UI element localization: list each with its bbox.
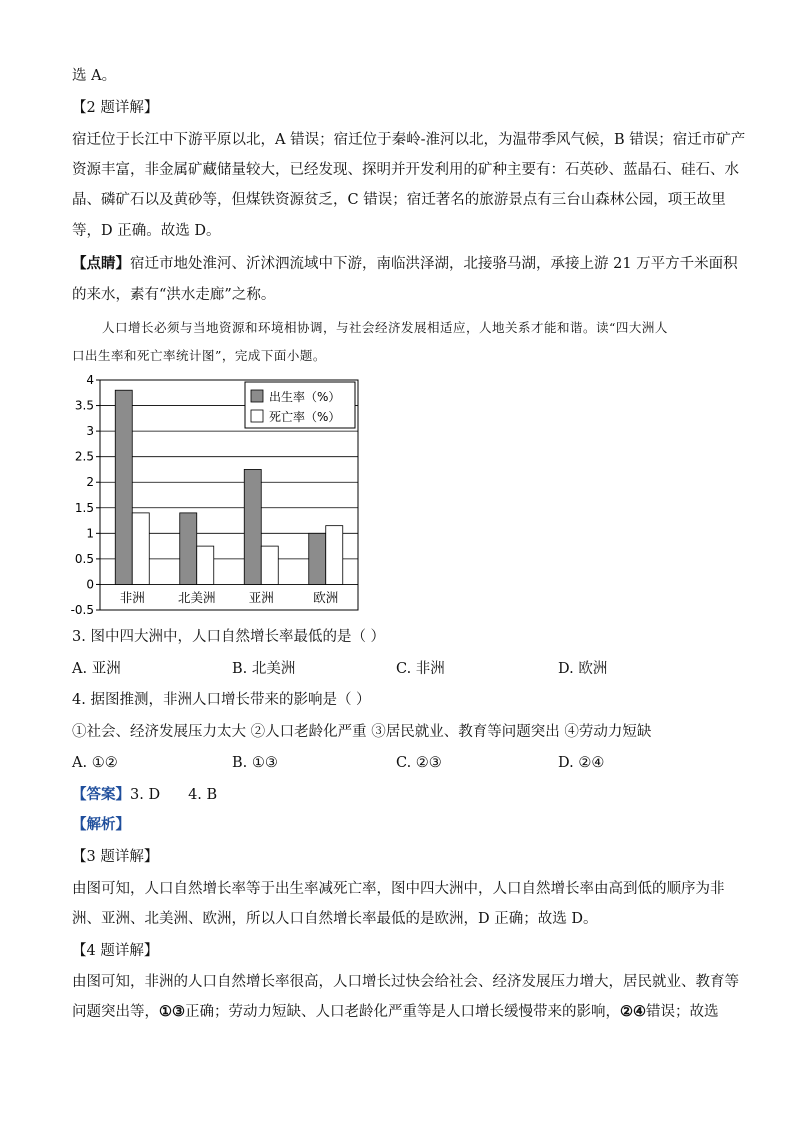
y-tick-label: 1	[86, 526, 94, 541]
q3-option-b: B. 北美洲	[232, 661, 296, 677]
paragraph-line	[72, 1002, 719, 1022]
paragraph-line: 等，D 正确。故选 D。	[72, 223, 221, 239]
intro-line: 口出生率和死亡率统计图”，完成下面小题。	[72, 348, 326, 363]
bar-birth-rate	[180, 513, 197, 585]
bar-death-rate	[326, 526, 343, 585]
text-run-bold: ①③	[159, 1003, 185, 1020]
legend-swatch	[251, 390, 263, 402]
text-run: 正确；劳动力短缺、人口老龄化严重等是人口增长缓慢带来的影响，	[185, 1004, 620, 1020]
q3-option-a: A. 亚洲	[72, 661, 121, 677]
answer-label: 【答案】	[72, 786, 130, 803]
paragraph-line: 资源丰富，非金属矿藏储量较大，已经发现、探明并开发利用的矿种主要有：石英砂、蓝晶石、硅石、水	[72, 162, 739, 178]
bar-death-rate	[261, 546, 278, 584]
bar-death-rate	[132, 513, 149, 585]
bar-birth-rate	[244, 469, 261, 584]
x-category-label: 欧洲	[313, 590, 339, 606]
analysis-label: 【解析】	[72, 816, 130, 833]
bar-birth-rate	[115, 390, 132, 584]
answer-3: 3. D	[130, 787, 161, 803]
y-tick-label: 0.5	[74, 551, 94, 566]
tip-label: 【点睛】	[72, 255, 130, 272]
y-tick-label: 4	[86, 373, 94, 387]
q4-option-d: D. ②④	[558, 755, 605, 771]
legend-swatch	[251, 410, 263, 422]
paragraph-line: 的来水，素有“洪水走廊”之称。	[72, 287, 276, 303]
text-run-bold: ②④	[620, 1003, 646, 1020]
q3-option-d: D. 欧洲	[558, 661, 608, 677]
section-heading-q3: 【3 题详解】	[72, 849, 159, 865]
tip-text: 宿迁市地处淮河、沂沭泗流域中下游，南临洪泽湖，北接骆马湖，承接上游 21 万平方千米面积	[130, 256, 738, 272]
q4-option-b: B. ①③	[232, 755, 278, 771]
answer-4: 4. B	[188, 787, 218, 803]
y-tick-label: 3	[86, 424, 94, 439]
q4-option-c: C. ②③	[396, 755, 442, 771]
x-category-label: 北美洲	[177, 590, 216, 606]
text-run: 错误；故选	[646, 1004, 719, 1020]
question-4-items: ①社会、经济发展压力太大 ②人口老龄化严重 ③居民就业、教育等问题突出 ④劳动力短缺	[72, 724, 652, 740]
bar-birth-rate	[309, 533, 326, 584]
birth-death-rate-chart	[70, 370, 370, 618]
y-tick-label: 3.5	[74, 398, 94, 413]
legend-label: 出生率（%）	[269, 390, 341, 404]
bar-death-rate	[197, 546, 214, 584]
q3-option-c: C. 非洲	[396, 661, 445, 677]
paragraph-line: 宿迁位于长江中下游平原以北，A 错误；宿迁位于秦岭-淮河以北，为温带季风气候，B 错误；宿迁市矿产	[72, 132, 746, 148]
section-heading-q2: 【2 题详解】	[72, 100, 159, 116]
text-run: 问题突出等，	[72, 1004, 159, 1020]
x-category-label: 非洲	[119, 590, 145, 606]
intro-line: 人口增长必须与当地资源和环境相协调，与社会经济发展相适应，人地关系才能和谐。读“四大洲人	[102, 320, 668, 335]
paragraph-line: 由图可知，非洲的人口自然增长率很高，人口增长过快会给社会、经济发展压力增大，居民就业、教育等	[72, 974, 739, 990]
paragraph-line: 由图可知，人口自然增长率等于出生率减死亡率，图中四大洲中，人口自然增长率由高到低的顺序为非	[72, 881, 725, 897]
section-heading-q4: 【4 题详解】	[72, 943, 159, 959]
y-tick-label: 0	[86, 577, 94, 592]
y-tick-label: 1.5	[74, 500, 94, 515]
tip-paragraph	[72, 254, 738, 274]
y-tick-label: -0.5	[70, 603, 94, 617]
y-tick-label: 2	[86, 475, 94, 490]
question-3: 3. 图中四大洲中，人口自然增长率最低的是（ ）	[72, 629, 386, 645]
q4-option-a: A. ①②	[72, 755, 118, 771]
legend-label: 死亡率（%）	[269, 410, 341, 424]
legend	[245, 382, 355, 428]
question-4: 4. 据图推测，非洲人口增长带来的影响是（ ）	[72, 692, 371, 708]
paragraph-line: 晶、磷矿石以及黄砂等，但煤铁资源贫乏，C 错误；宿迁著名的旅游景点有三台山森林公园，项王故里	[72, 192, 726, 208]
paragraph-line: 洲、亚洲、北美洲、欧洲，所以人口自然增长率最低的是欧洲，D 正确；故选 D。	[72, 911, 598, 927]
x-category-label: 亚洲	[248, 590, 274, 606]
y-tick-label: 2.5	[74, 449, 94, 464]
paragraph-line: 选 A。	[72, 68, 117, 84]
answer-line	[72, 785, 217, 805]
